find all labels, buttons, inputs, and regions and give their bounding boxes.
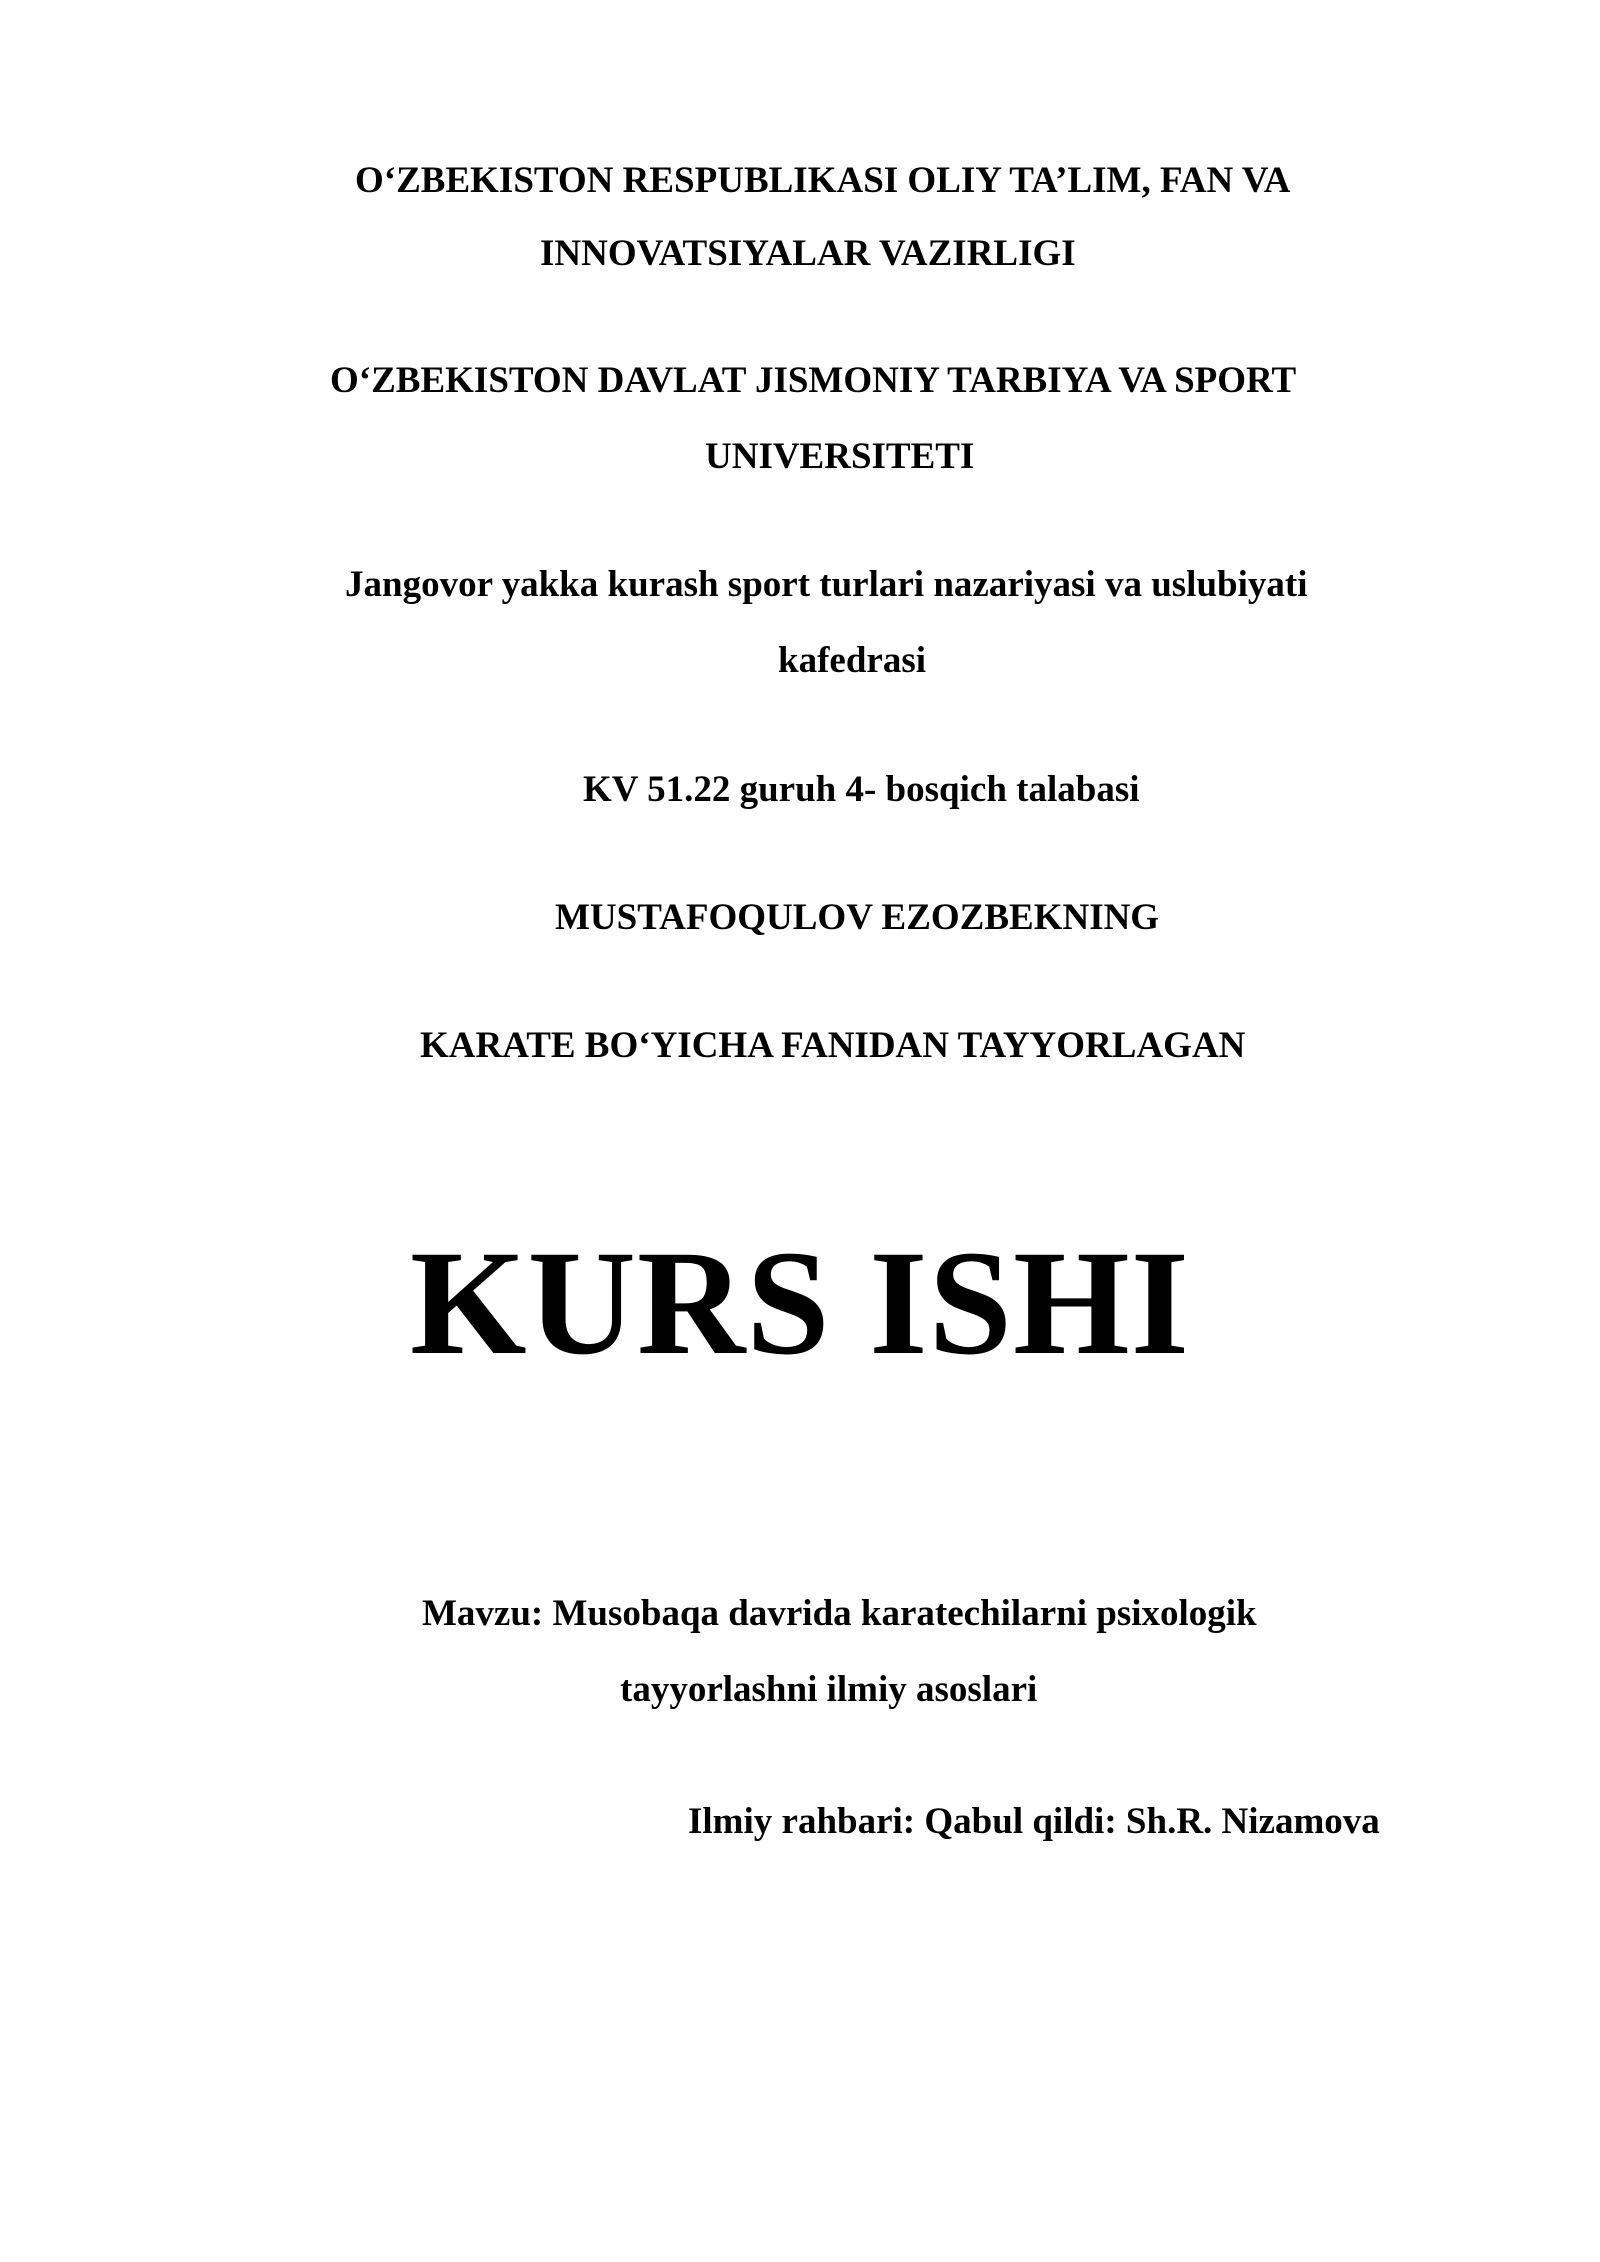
department-line-2: kafedrasi [778,640,926,681]
supervisor-line: Ilmiy rahbari: Qabul qildi: Sh.R. Nizamova [688,1801,1380,1842]
page-title: KURS ISHI [409,1220,1191,1386]
student-name: MUSTAFOQULOV EZOZBEKNING [555,897,1160,938]
group-line: KV 51.22 guruh 4- bosqich talabasi [583,769,1140,810]
ministry-line-2: INNOVATSIYALAR VAZIRLIGI [540,233,1076,274]
topic-line-1: Mavzu: Musobaqa davrida karatechilarni psixologik [422,1593,1257,1634]
university-line-1: O‘ZBEKISTON DAVLAT JISMONIY TARBIYA VA SPORT [330,360,1297,401]
subject-line: KARATE BO‘YICHA FANIDAN TAYYORLAGAN [420,1025,1246,1066]
university-line-2: UNIVERSITETI [705,436,975,477]
department-line-1: Jangovor yakka kurash sport turlari nazariyasi va uslubiyati [345,564,1308,605]
topic-line-2: tayyorlashni ilmiy asoslari [620,1669,1038,1710]
ministry-line-1: O‘ZBEKISTON RESPUBLIKASI OLIY TA’LIM, FAN VA [355,160,1291,201]
